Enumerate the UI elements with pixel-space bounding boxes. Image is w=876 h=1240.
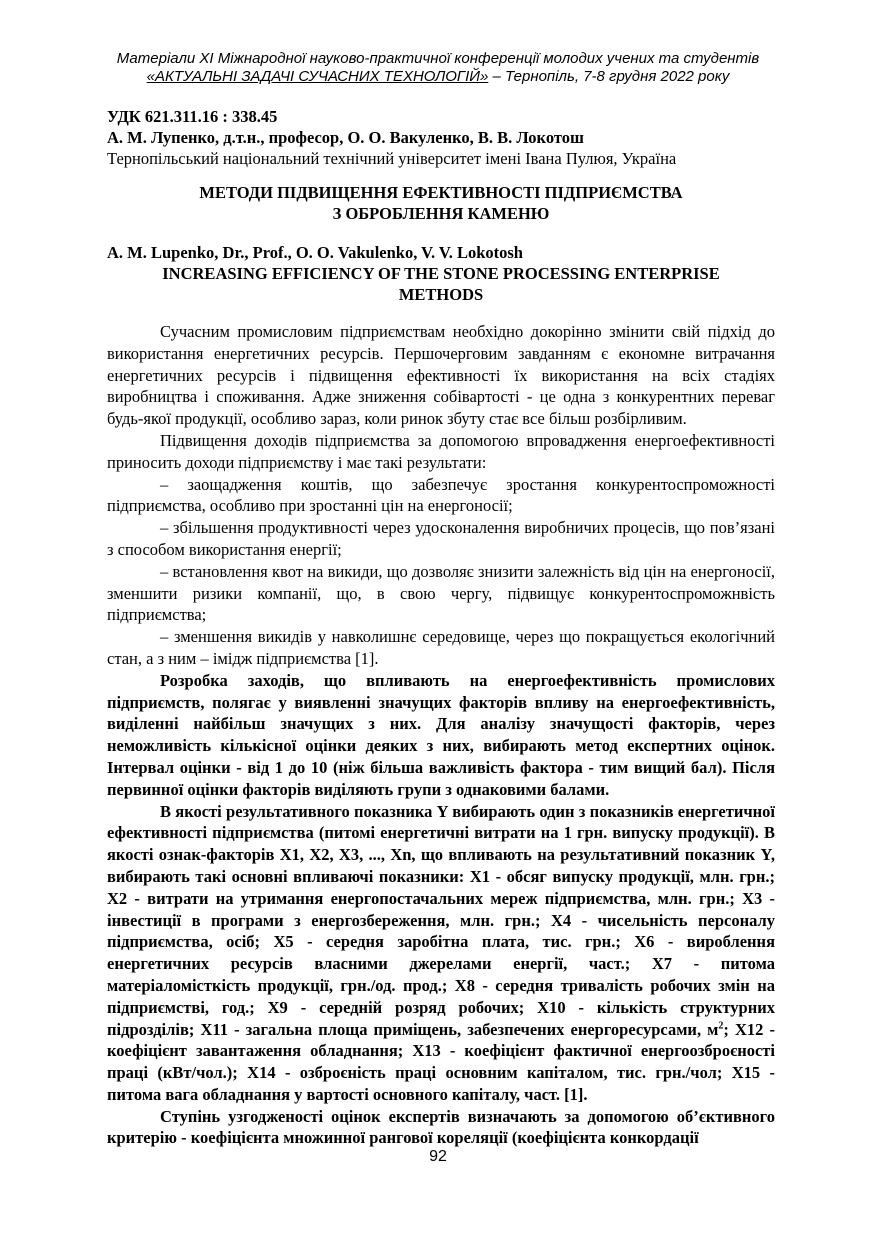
conference-place-date: – Тернопіль, 7-8 грудня 2022 року xyxy=(488,68,730,85)
factors-text-a: В якості результативного показника Y вибирають один з показників енергетичної ефективності підприємства (питомі енергетичні витрати на 1 грн. випуску продукції). В якості ознак-факторів X1, X2, X3, ..., Xn, що впливають на результативний показник Y, вибирають такі основні впливаючі показники: X1 - обсяг випуску продукції, млн. грн.; X2 - витрати на утримання енергопостачальних мереж підприємства, млн. грн.; X3 - інвестиції в програми з енергозбереження, млн. грн.; X4 - чисельність персоналу підприємства, осіб; X5 - середня заробітна плата, тис. грн.; X6 - вироблення енергетичних ресурсів власними джерелами енергії, част.; X7 - питома матеріаломісткість продукції, грн./од. прод.; X8 - середня тривалість робочих змін на підприємстві, год.; X9 - середній розряд робочих; X10 - кількість структурних підрозділів; X11 - загальна площа приміщень, забезпечених енергоресурсами, м xyxy=(107,801,775,1039)
list-item-savings: – заощадження коштів, що забезпечує зростання конкурентоспроможності підприємства, особливо при зростанні цін на енергоносії; xyxy=(107,474,775,516)
list-item-emissions: – зменшення викидів у навколишнє середовище, через що покращується екологічний стан, а з ним – імідж підприємства [1]. xyxy=(107,627,775,668)
factors-text-b: ; X12 - коефіцієнт завантаження обладнання; X13 - коефіцієнт фактичної енергоозброєності праці (кВт/чол.); X14 - озброєність праці основним капіталом, тис. грн./чол; X15 - питома вага обладнання у вартості основного капіталу, част. [1]. xyxy=(107,1019,775,1104)
list-item-quotas: – встановлення квот на викиди, що дозволяє знизити залежність від цін на енергоносії, зменшити ризики компанії, що, в свою чергу, підвищує конкурентоспроможнвість підприємства; xyxy=(107,561,775,625)
paragraph-factors xyxy=(107,801,775,1106)
title-ua-line-2: З ОБРОБЛЕННЯ КАМЕНЮ xyxy=(332,204,550,223)
affiliation: Тернопільський національний технічний університет імені Івана Пулюя, Україна xyxy=(107,149,677,168)
article-body xyxy=(107,321,775,1149)
list-item-productivity: – збільшення продуктивності через удосконалення виробничих процесів, що пов’язані з способом використання енергії; xyxy=(107,518,775,559)
paragraph-intro: Сучасним промисловим підприємствам необхідно докорінно змінити свій підхід до використання енергетичних ресурсів. Першочерговим завданням є економне витрачання енергетичних ресурсів і підвищення ефективності їх використання на всіх стадіях виробництва і споживання. Адже зниження собівартості - це одна з конкурентних переваг будь-якої продукції, особливо зараз, коли ринок збуту стає все більш розбірливим. xyxy=(107,322,775,429)
page-number: 92 xyxy=(429,1148,447,1165)
authors-ua: А. М. Лупенко, д.т.н., професор, О. О. Вакуленко, В. В. Локотош xyxy=(107,128,584,147)
paragraph-measures: Розробка заходів, що впливають на енергоефективність промислових підприємств, полягає у виявленні значущих факторів впливу на енергоефективність, виділенні найбільш значущих з них. Для аналізу значущості факторів, через неможливість кількісної оцінки деяких з них, вибирають метод експертних оцінок. Інтервал оцінки - від 1 до 10 (ніж більша важливість фактора - тим вищий бал). Після первинної оцінки факторів виділяють групи з однаковими балами. xyxy=(107,670,775,799)
conference-line-2 xyxy=(60,68,816,86)
conference-header xyxy=(60,50,816,86)
title-en-line-2: METHODS xyxy=(398,285,484,304)
factors-superscript: 2 xyxy=(718,1020,724,1031)
title-ua-line-1: МЕТОДИ ПІДВИЩЕННЯ ЕФЕКТИВНОСТІ ПІДПРИЄМСТВА xyxy=(199,183,683,202)
udc-code: УДК 621.311.16 : 338.45 xyxy=(107,107,278,126)
conference-name: «АКТУАЛЬНІ ЗАДАЧІ СУЧАСНИХ ТЕХНОЛОГІЙ» xyxy=(146,68,489,85)
paragraph-income: Підвищення доходів підприємства за допомогою впровадження енергоефективності приносить доходи підприємству і має такі результати: xyxy=(107,430,775,472)
authors-en: A. M. Lupenko, Dr., Prof., O. O. Vakulenko, V. V. Lokotosh xyxy=(107,243,523,262)
conference-line-1: Матеріали XI Міжнародної науково-практичної конференції молодих учених та студентів xyxy=(116,50,760,67)
title-en-line-1: INCREASING EFFICIENCY OF THE STONE PROCESSING ENTERPRISE xyxy=(162,264,720,283)
paragraph-concordance: Ступінь узгодженості оцінок експертів визначають за допомогою об’єктивного критерію - коефіцієнта множинної рангової кореляції (коефіцієнта конкордації xyxy=(107,1106,775,1148)
